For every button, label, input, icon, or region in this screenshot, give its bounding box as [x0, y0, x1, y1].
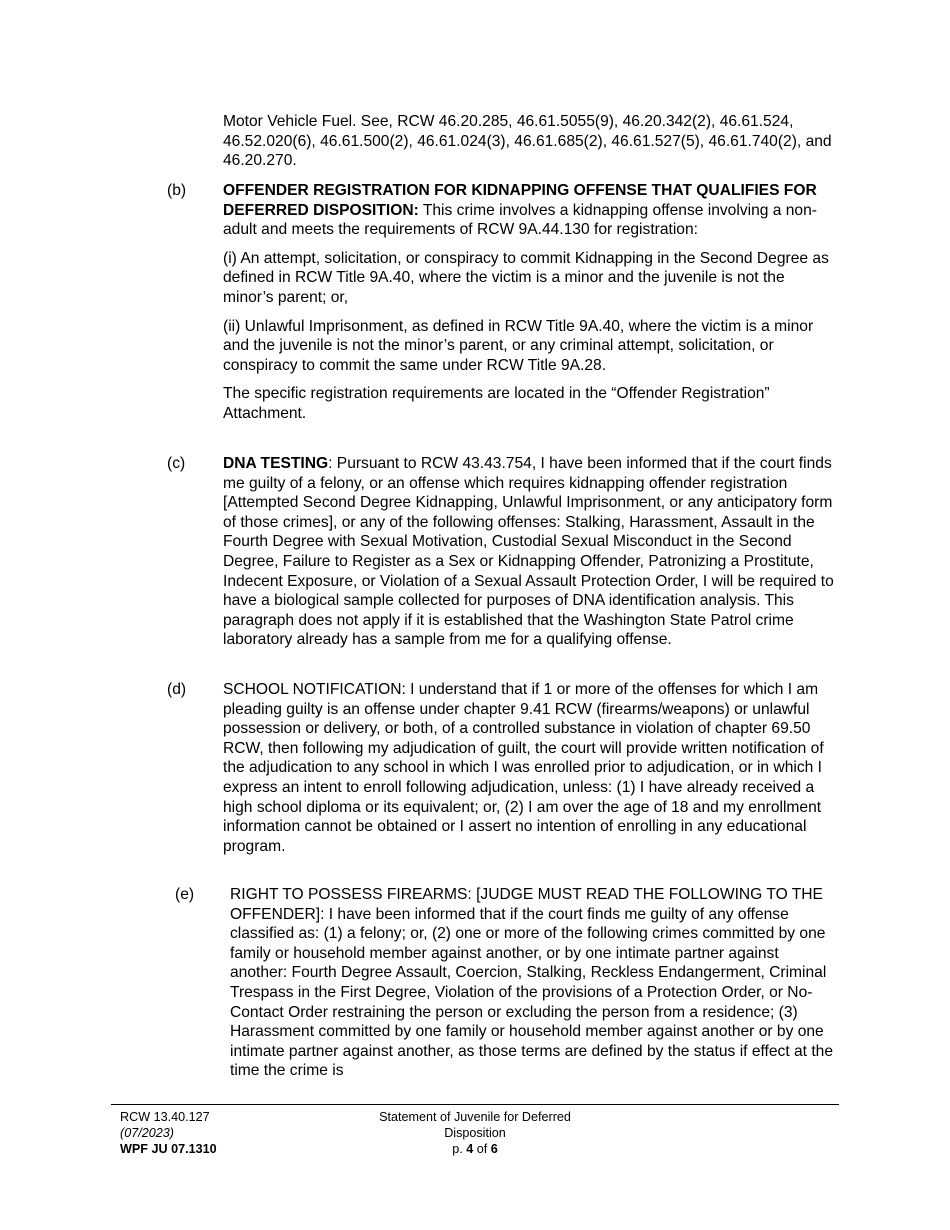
footer-divider	[111, 1104, 839, 1105]
continuation-paragraph: Motor Vehicle Fuel. See, RCW 46.20.285, 46.61.5055(9), 46.20.342(2), 46.61.524, 46.52.020(6), 46.61.500(2), 46.61.024(3), 46.61.685(2), 46.61.527(5), 46.61.740(2), and 46.20.270.	[223, 113, 832, 170]
footer-page-total: 6	[490, 1142, 498, 1156]
section-b-label: (b)	[167, 182, 187, 199]
section-e-body	[230, 885, 839, 1081]
section-c-body	[223, 454, 839, 650]
footer-page-current: 4	[466, 1142, 474, 1156]
section-d-paragraph: SCHOOL NOTIFICATION: I understand that if 1 or more of the offenses for which I am pleading guilty is an offense under chapter 9.41 RCW (firearms/weapons) or unlawful possession or delivery, or both, of a controlled substance in violation of chapter 69.50 RCW, then following my adjudication of guilt, the court will provide written notification of the adjudication to any school in which I was enrolled prior to adjudication, or in which I express an intent to enroll following adjudication, unless: (1) I have already received a high school diploma or its equivalent; or, (2) I am over the age of 18 and my enrollment information cannot be obtained or I assert no intention of enrolling in any educational program.	[223, 681, 824, 855]
section-b-heading: OFFENDER REGISTRATION FOR KIDNAPPING OFFENSE THAT QUALIFIES FOR DEFERRED DISPOSITION:	[223, 182, 817, 219]
footer-page-number	[355, 1141, 595, 1157]
section-c-paragraph	[223, 454, 839, 650]
section-b	[167, 181, 839, 424]
section-b-text: This crime involves a kidnapping offense involving a non-adult and meets the requirements of RCW 9A.44.130 for registration:	[223, 201, 817, 239]
section-b-sub-i: (i) An attempt, solicitation, or conspiracy to commit Kidnapping in the Second Degree as defined in RCW Title 9A.40, where the victim is a minor and the juvenile is not the minor’s parent; or,	[223, 249, 829, 306]
footer-page-of: of	[473, 1142, 491, 1156]
section-b-intro	[223, 181, 839, 240]
section-c-text: : Pursuant to RCW 43.43.754, I have been informed that if the court finds me guilty of a felony, or an offense which requires kidnapping offender registration [Attempted Second Degree Kidnapping, Unlawful Imprisonment, or any anticipatory form of those crimes], or any of the following offenses: Stalking, Harassment, Assault in the Fourth Degree with Sexual Motivation, Custodial Sexual Misconduct in the Second Degree, Failure to Register as a Sex or Kidnapping Offender, Patronizing a Prostitute, Indecent Exposure, or Violation of a Sexual Assault Protection Order, I will be required to have a biological sample collected for purposes of DNA identification analysis. This paragraph does not apply if it is established that the Washington State Patrol crime laboratory already has a sample from me for a qualifying offense.	[223, 455, 834, 649]
footer-title-line2: Disposition	[444, 1126, 506, 1140]
section-d-label: (d)	[167, 681, 187, 698]
section-c-heading: DNA TESTING	[223, 455, 329, 472]
footer-center	[355, 1109, 595, 1157]
footer-title-line1: Statement of Juvenile for Deferred	[379, 1110, 571, 1124]
section-d-body	[223, 680, 839, 856]
section-e-paragraph: RIGHT TO POSSESS FIREARMS: [JUDGE MUST READ THE FOLLOWING TO THE OFFENDER]: I have been informed that if the court finds me guilty of any offense classified as: (1) a felony; or, (2) one or more of the following crimes committed by one family or household member against another, or by one intimate partner against another: Fourth Degree Assault, Coercion, Stalking, Reckless Endangerment, Criminal Trespass in the First Degree, Violation of the provisions of a Protection Order, or No-Contact Order restraining the person or excluding the person from a residence; (3) Harassment committed by one family or household member against another or by one intimate partner against another, as those terms are defined by the status if effect at the time the crime is	[230, 886, 834, 1080]
section-e-label: (e)	[175, 886, 195, 903]
footer-page-prefix: p.	[452, 1142, 467, 1156]
section-b-sub-ii: (ii) Unlawful Imprisonment, as defined in RCW Title 9A.40, where the victim is a minor and the juvenile is not the minor’s parent, or any criminal attempt, solicitation, or conspiracy to commit the same under RCW Title 9A.28.	[223, 317, 814, 374]
section-c	[167, 454, 839, 650]
footer-rcw: RCW 13.40.127	[120, 1110, 210, 1124]
footer-form-id: WPF JU 07.1310	[120, 1142, 217, 1156]
section-e	[167, 885, 839, 1081]
section-b-note: The specific registration requirements are located in the “Offender Registration” Attachment.	[223, 385, 770, 422]
footer-date: (07/2023)	[120, 1126, 174, 1140]
section-b-body	[223, 181, 839, 424]
section-c-label: (c)	[167, 455, 186, 472]
footer-left	[120, 1109, 340, 1157]
section-d	[167, 680, 839, 856]
